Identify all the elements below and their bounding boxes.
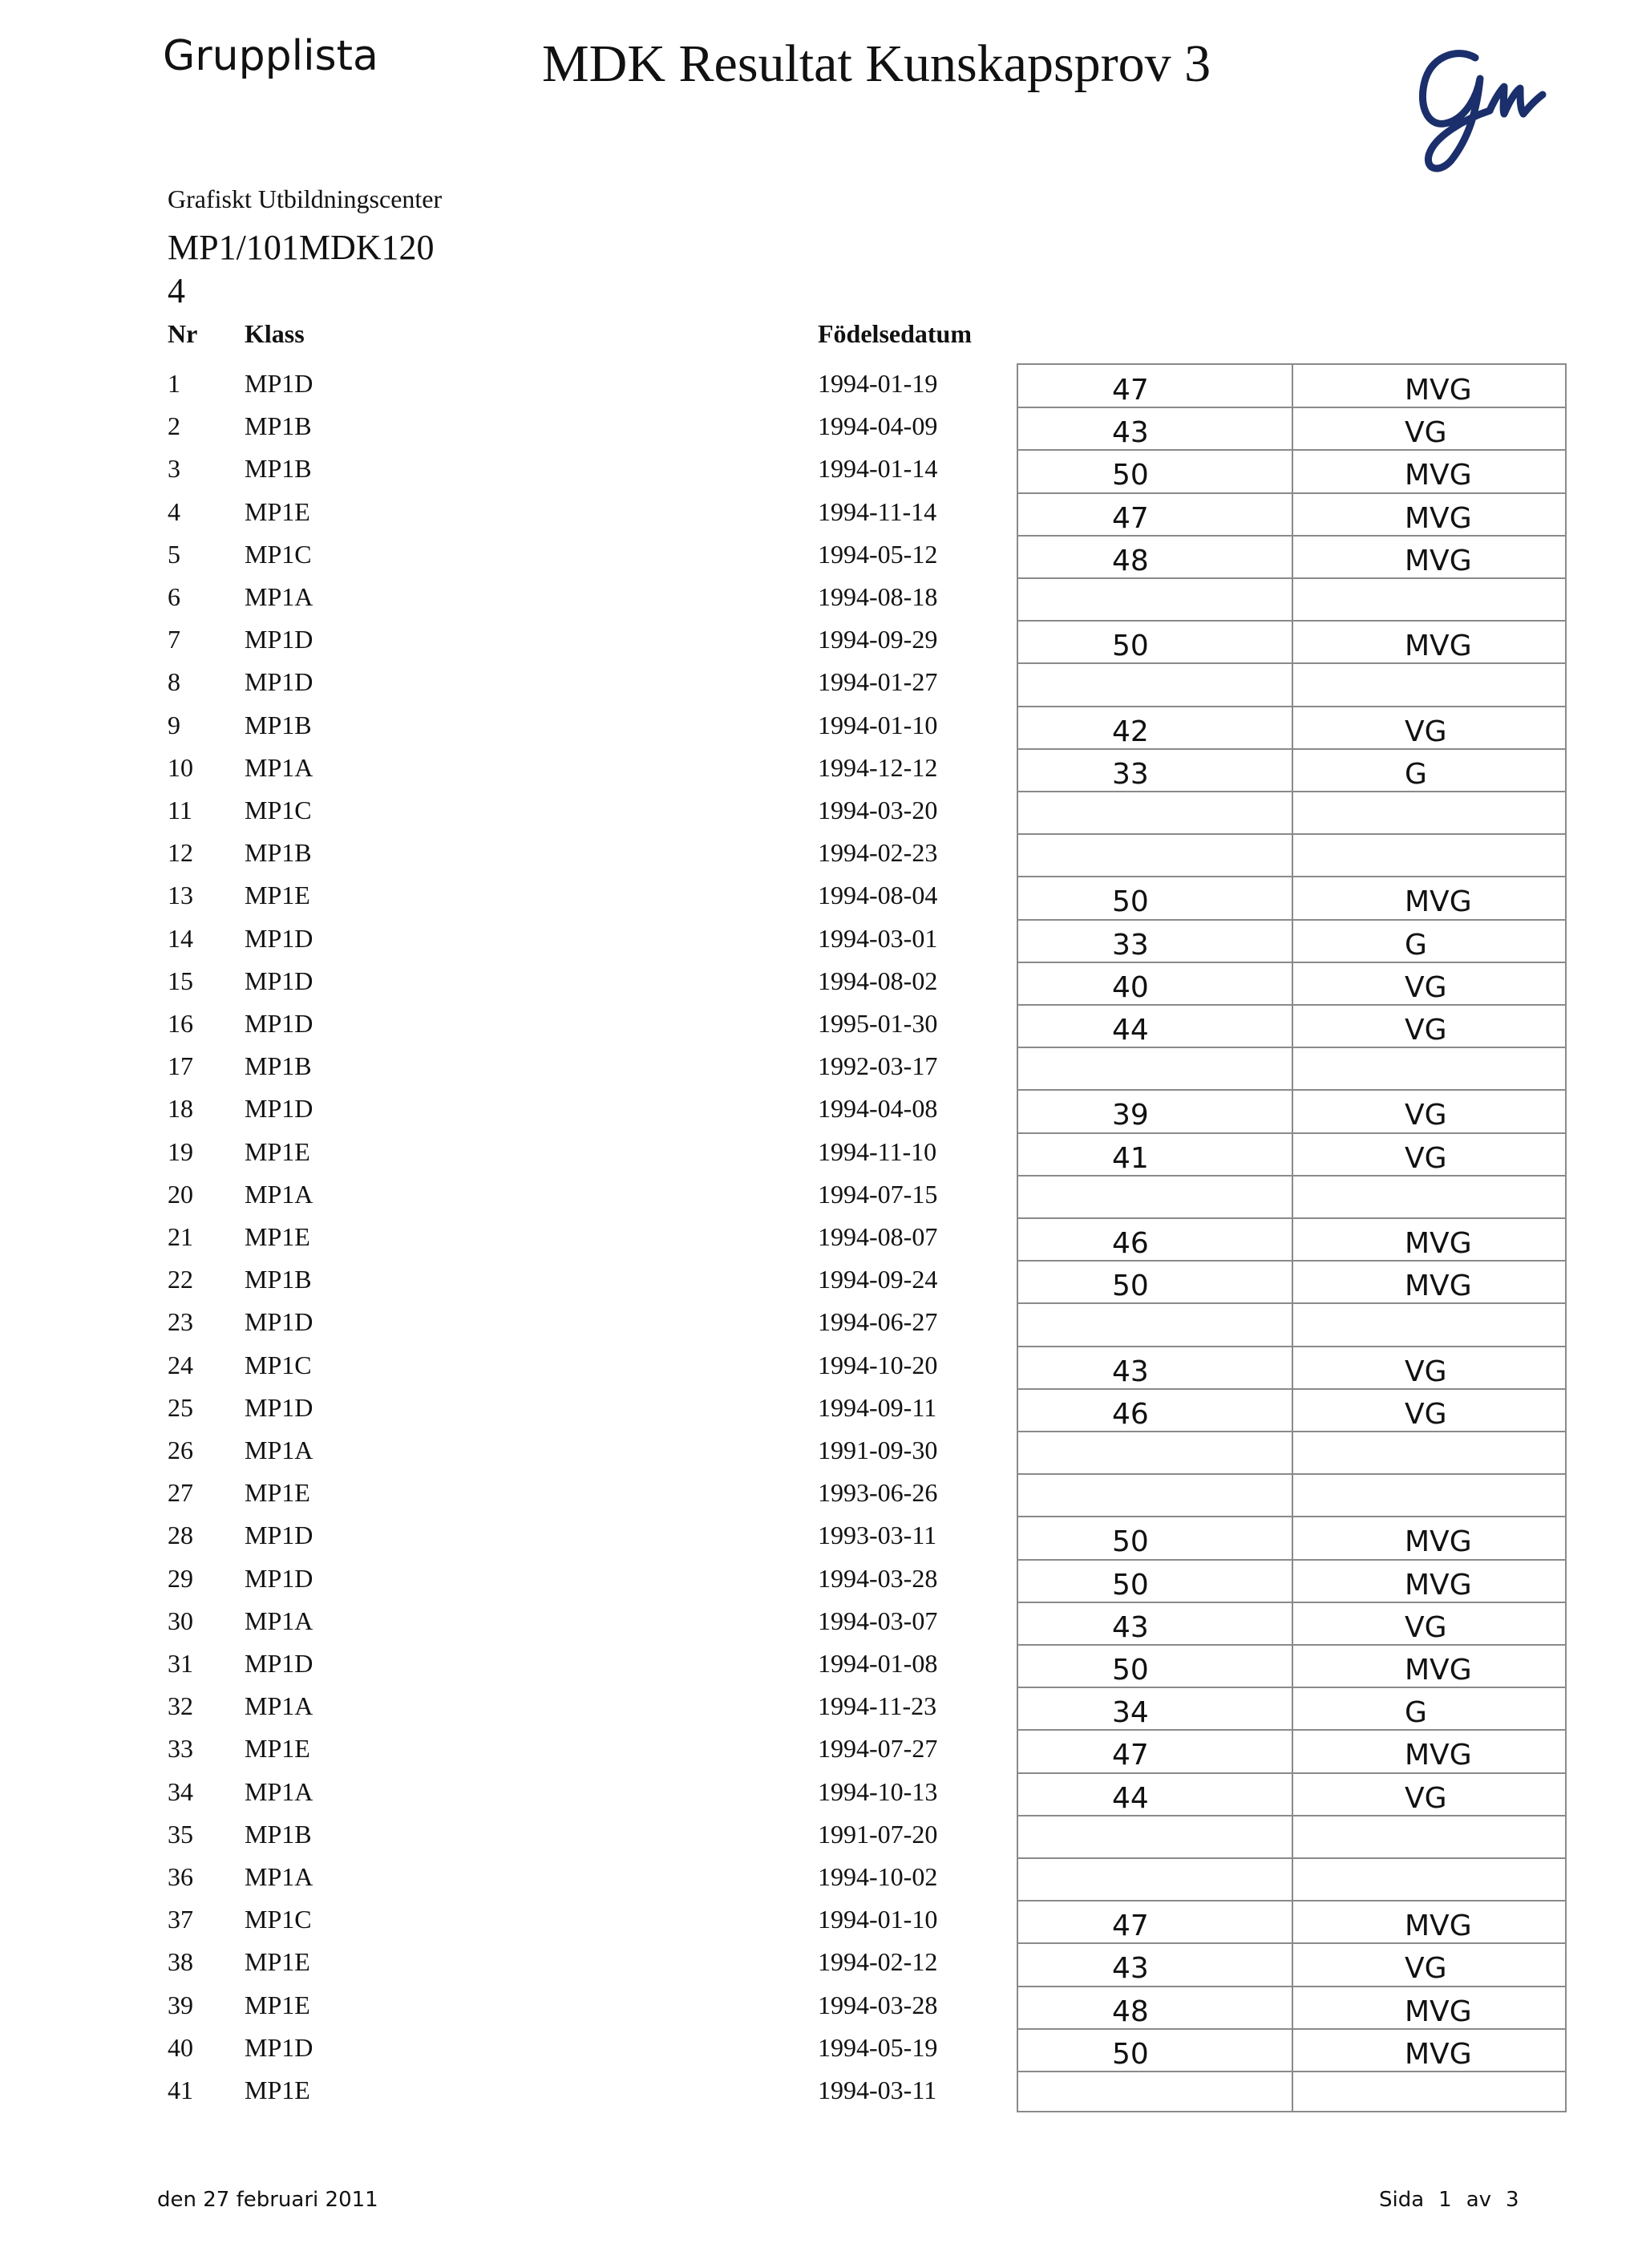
table-row	[0, 1002, 1642, 1045]
table-row	[0, 960, 1642, 1002]
row-klass: MP1E	[245, 1947, 310, 1977]
row-score: 41	[1112, 1141, 1149, 1175]
row-grade: VG	[1405, 1014, 1447, 1047]
row-klass: MP1C	[245, 539, 312, 569]
table-row	[0, 618, 1642, 661]
row-birthdate: 1994-06-27	[818, 1307, 938, 1337]
table-row	[0, 1429, 1642, 1472]
table-row	[0, 1344, 1642, 1387]
row-score: 50	[1112, 1270, 1149, 1303]
row-grade: VG	[1405, 1781, 1447, 1815]
row-birthdate: 1994-08-04	[818, 881, 938, 910]
row-klass: MP1D	[245, 966, 313, 995]
row-klass: MP1E	[245, 1222, 310, 1251]
row-birthdate: 1994-10-20	[818, 1350, 938, 1379]
row-birthdate: 1995-01-30	[818, 1009, 938, 1038]
row-grade: VG	[1405, 970, 1447, 1004]
page-label: Sida	[1379, 2188, 1425, 2212]
row-birthdate: 1994-03-28	[818, 1990, 938, 2019]
row-score: 50	[1112, 2037, 1149, 2071]
row-grade: VG	[1405, 1099, 1447, 1132]
row-grade: VG	[1405, 1355, 1447, 1388]
table-row	[0, 2069, 1642, 2112]
row-nr: 11	[168, 796, 192, 824]
row-grade: MVG	[1405, 459, 1472, 492]
row-birthdate: 1994-03-07	[818, 1606, 938, 1635]
row-birthdate: 1994-01-10	[818, 710, 938, 739]
row-nr: 26	[168, 1436, 193, 1464]
row-birthdate: 1994-09-29	[818, 625, 938, 654]
table-row	[0, 1087, 1642, 1130]
row-grade: MVG	[1405, 1568, 1472, 1602]
organization-name: Grafiskt Utbildningscenter	[168, 184, 443, 213]
row-grade: MVG	[1405, 885, 1472, 919]
page-indicator	[1379, 2188, 1519, 2212]
row-grade: MVG	[1405, 1739, 1472, 1772]
row-grade: MVG	[1405, 630, 1472, 663]
row-nr: 8	[168, 667, 180, 697]
row-nr: 21	[168, 1222, 193, 1251]
page-current: 1	[1438, 2188, 1452, 2212]
row-birthdate: 1994-01-08	[818, 1649, 938, 1678]
row-nr: 37	[168, 1905, 193, 1934]
row-score: 43	[1112, 1610, 1149, 1644]
row-score: 33	[1112, 928, 1149, 962]
row-grade: VG	[1405, 1952, 1447, 1986]
table-row	[0, 1301, 1642, 1343]
row-birthdate: 1994-03-11	[818, 2076, 937, 2104]
row-birthdate: 1994-08-02	[818, 966, 938, 995]
row-klass: MP1C	[245, 1905, 312, 1934]
row-nr: 38	[168, 1947, 193, 1977]
group-code: MP1/101MDK120	[168, 228, 435, 267]
row-nr: 32	[168, 1691, 193, 1721]
row-klass: MP1E	[245, 881, 310, 910]
row-score: 44	[1112, 1781, 1149, 1815]
table-row	[0, 1216, 1642, 1258]
row-score: 47	[1112, 374, 1149, 407]
row-nr: 2	[168, 411, 180, 441]
row-nr: 1	[168, 369, 180, 398]
row-birthdate: 1994-03-01	[818, 923, 938, 953]
group-code-continuation: 4	[168, 271, 185, 310]
page-total: 3	[1506, 2188, 1519, 2212]
row-score: 34	[1112, 1696, 1149, 1730]
row-klass: MP1B	[245, 838, 312, 868]
row-birthdate: 1994-03-28	[818, 1563, 938, 1593]
table-row	[0, 1771, 1642, 1813]
row-nr: 19	[168, 1136, 193, 1166]
row-score: 50	[1112, 1568, 1149, 1602]
row-birthdate: 1993-06-26	[818, 1478, 938, 1508]
row-klass: MP1B	[245, 1819, 312, 1849]
row-nr: 39	[168, 1990, 193, 2019]
row-birthdate: 1994-11-14	[818, 496, 937, 526]
row-klass: MP1E	[245, 496, 310, 526]
row-score: 39	[1112, 1099, 1149, 1132]
row-birthdate: 1992-03-17	[818, 1051, 938, 1081]
row-grade: MVG	[1405, 1995, 1472, 2028]
table-row	[0, 1600, 1642, 1642]
table-row	[0, 448, 1642, 490]
table-row	[0, 491, 1642, 533]
row-klass: MP1E	[245, 2076, 310, 2104]
row-birthdate: 1993-03-11	[818, 1521, 937, 1550]
table-row	[0, 362, 1642, 405]
row-klass: MP1D	[245, 1094, 313, 1124]
row-nr: 6	[168, 582, 180, 611]
row-nr: 17	[168, 1051, 193, 1081]
row-score: 43	[1112, 1355, 1149, 1388]
row-birthdate: 1994-02-23	[818, 838, 938, 868]
row-score: 50	[1112, 1654, 1149, 1687]
row-klass: MP1E	[245, 1734, 310, 1764]
table-row	[0, 661, 1642, 703]
document-kind-label: Grupplista	[163, 32, 378, 80]
row-nr: 3	[168, 454, 180, 484]
column-header-nr: Nr	[168, 319, 198, 348]
row-klass: MP1A	[245, 1776, 313, 1806]
row-klass: MP1B	[245, 1051, 312, 1081]
row-klass: MP1A	[245, 752, 313, 782]
row-klass: MP1D	[245, 2032, 313, 2062]
row-nr: 12	[168, 838, 193, 868]
row-grade: MVG	[1405, 1270, 1472, 1303]
row-nr: 14	[168, 923, 193, 953]
row-grade: G	[1405, 928, 1427, 962]
row-klass: MP1D	[245, 1392, 313, 1422]
row-birthdate: 1994-10-02	[818, 1862, 938, 1891]
table-row	[0, 789, 1642, 832]
row-nr: 33	[168, 1734, 193, 1764]
row-score: 50	[1112, 885, 1149, 919]
row-nr: 28	[168, 1521, 193, 1550]
row-grade: MVG	[1405, 1654, 1472, 1687]
row-score: 50	[1112, 1525, 1149, 1559]
table-row	[0, 1813, 1642, 1856]
row-nr: 9	[168, 710, 180, 739]
row-score: 47	[1112, 1739, 1149, 1772]
row-klass: MP1D	[245, 1521, 313, 1550]
row-score: 42	[1112, 715, 1149, 748]
row-nr: 29	[168, 1563, 193, 1593]
table-row	[0, 1642, 1642, 1685]
table-row	[0, 576, 1642, 618]
row-klass: MP1E	[245, 1990, 310, 2019]
row-birthdate: 1994-10-13	[818, 1776, 938, 1806]
row-nr: 34	[168, 1776, 193, 1806]
row-klass: MP1D	[245, 923, 313, 953]
row-nr: 41	[168, 2076, 193, 2104]
table-row	[0, 832, 1642, 874]
row-score: 43	[1112, 416, 1149, 450]
row-nr: 35	[168, 1819, 193, 1849]
table-row	[0, 704, 1642, 747]
row-grade: MVG	[1405, 1227, 1472, 1260]
row-birthdate: 1991-07-20	[818, 1819, 938, 1849]
table-row	[0, 1387, 1642, 1429]
row-score: 40	[1112, 970, 1149, 1004]
row-score: 50	[1112, 459, 1149, 492]
row-nr: 5	[168, 539, 180, 569]
row-birthdate: 1994-07-15	[818, 1179, 938, 1209]
row-birthdate: 1994-02-12	[818, 1947, 938, 1977]
row-birthdate: 1994-01-14	[818, 454, 938, 484]
row-klass: MP1C	[245, 796, 312, 824]
row-klass: MP1A	[245, 1179, 313, 1209]
row-klass: MP1A	[245, 1436, 313, 1464]
table-row	[0, 1472, 1642, 1514]
row-nr: 7	[168, 625, 180, 654]
row-score: 50	[1112, 630, 1149, 663]
row-birthdate: 1994-04-08	[818, 1094, 938, 1124]
row-score: 48	[1112, 544, 1149, 577]
row-klass: MP1A	[245, 1691, 313, 1721]
row-grade: MVG	[1405, 501, 1472, 535]
row-nr: 4	[168, 496, 180, 526]
table-row	[0, 1984, 1642, 2027]
row-score: 47	[1112, 1910, 1149, 1943]
row-nr: 10	[168, 752, 193, 782]
table-row	[0, 1727, 1642, 1770]
row-klass: MP1E	[245, 1136, 310, 1166]
row-nr: 16	[168, 1009, 193, 1038]
row-nr: 25	[168, 1392, 193, 1422]
row-birthdate: 1994-01-27	[818, 667, 938, 697]
row-nr: 15	[168, 966, 193, 995]
row-klass: MP1C	[245, 1350, 312, 1379]
row-score: 46	[1112, 1397, 1149, 1431]
table-row	[0, 1045, 1642, 1087]
row-klass: MP1D	[245, 667, 313, 697]
row-klass: MP1D	[245, 369, 313, 398]
row-grade: MVG	[1405, 374, 1472, 407]
table-row	[0, 1557, 1642, 1600]
row-klass: MP1A	[245, 582, 313, 611]
row-birthdate: 1994-03-20	[818, 796, 938, 824]
row-score: 43	[1112, 1952, 1149, 1986]
row-score: 48	[1112, 1995, 1149, 2028]
table-row	[0, 917, 1642, 960]
table-row	[0, 1685, 1642, 1730]
row-klass: MP1D	[245, 625, 313, 654]
column-header-fodelsedatum: Födelsedatum	[818, 319, 972, 348]
row-score: 44	[1112, 1014, 1149, 1047]
row-grade: G	[1405, 1696, 1427, 1730]
row-birthdate: 1994-11-23	[818, 1691, 937, 1721]
footer-date: den 27 februari 2011	[157, 2188, 378, 2212]
row-grade: MVG	[1405, 544, 1472, 577]
table-row	[0, 2027, 1642, 2069]
page-of-label: av	[1466, 2188, 1492, 2212]
row-nr: 40	[168, 2032, 193, 2062]
table-row	[0, 1898, 1642, 1941]
row-nr: 22	[168, 1265, 193, 1294]
row-klass: MP1B	[245, 411, 312, 441]
table-row	[0, 533, 1642, 576]
table-row	[0, 747, 1642, 789]
row-score: 46	[1112, 1227, 1149, 1260]
row-klass: MP1D	[245, 1307, 313, 1337]
row-birthdate: 1994-07-27	[818, 1734, 938, 1764]
row-klass: MP1B	[245, 710, 312, 739]
row-klass: MP1D	[245, 1649, 313, 1678]
row-nr: 36	[168, 1862, 193, 1891]
row-klass: MP1A	[245, 1862, 313, 1891]
column-header-klass: Klass	[245, 319, 305, 348]
row-klass: MP1D	[245, 1563, 313, 1593]
table-row	[0, 1258, 1642, 1301]
table-row	[0, 405, 1642, 448]
row-score: 33	[1112, 757, 1149, 791]
row-birthdate: 1994-04-09	[818, 411, 938, 441]
row-birthdate: 1994-11-10	[818, 1136, 937, 1166]
table-row	[0, 1856, 1642, 1898]
row-nr: 24	[168, 1350, 193, 1379]
row-grade: G	[1405, 757, 1427, 791]
row-grade: MVG	[1405, 1910, 1472, 1943]
row-birthdate: 1994-12-12	[818, 752, 938, 782]
row-birthdate: 1994-09-24	[818, 1265, 938, 1294]
table-row	[0, 1941, 1642, 1986]
row-grade: VG	[1405, 1397, 1447, 1431]
row-grade: VG	[1405, 416, 1447, 450]
row-birthdate: 1994-08-07	[818, 1222, 938, 1251]
row-klass: MP1B	[245, 454, 312, 484]
row-nr: 27	[168, 1478, 193, 1508]
table-row	[0, 874, 1642, 917]
table-row	[0, 1173, 1642, 1216]
row-klass: MP1E	[245, 1478, 310, 1508]
row-klass: MP1A	[245, 1606, 313, 1635]
row-nr: 18	[168, 1094, 193, 1124]
row-grade: VG	[1405, 1141, 1447, 1175]
row-nr: 23	[168, 1307, 193, 1337]
row-klass: MP1B	[245, 1265, 312, 1294]
row-nr: 30	[168, 1606, 193, 1635]
row-birthdate: 1994-05-12	[818, 539, 938, 569]
row-nr: 13	[168, 881, 193, 910]
row-klass: MP1D	[245, 1009, 313, 1038]
table-row	[0, 1514, 1642, 1557]
row-birthdate: 1994-08-18	[818, 582, 938, 611]
page-title: MDK Resultat Kunskapsprov 3	[542, 34, 1211, 93]
gu-signature-logo-icon	[1401, 40, 1562, 176]
row-nr: 31	[168, 1649, 193, 1678]
row-birthdate: 1994-05-19	[818, 2032, 938, 2062]
row-score: 47	[1112, 501, 1149, 535]
row-grade: MVG	[1405, 1525, 1472, 1559]
table-row	[0, 1131, 1642, 1173]
row-nr: 20	[168, 1179, 193, 1209]
row-grade: MVG	[1405, 2037, 1472, 2071]
row-birthdate: 1994-01-19	[818, 369, 938, 398]
row-grade: VG	[1405, 1610, 1447, 1644]
row-birthdate: 1994-01-10	[818, 1905, 938, 1934]
row-birthdate: 1991-09-30	[818, 1436, 938, 1464]
row-birthdate: 1994-09-11	[818, 1392, 937, 1422]
row-grade: VG	[1405, 715, 1447, 748]
